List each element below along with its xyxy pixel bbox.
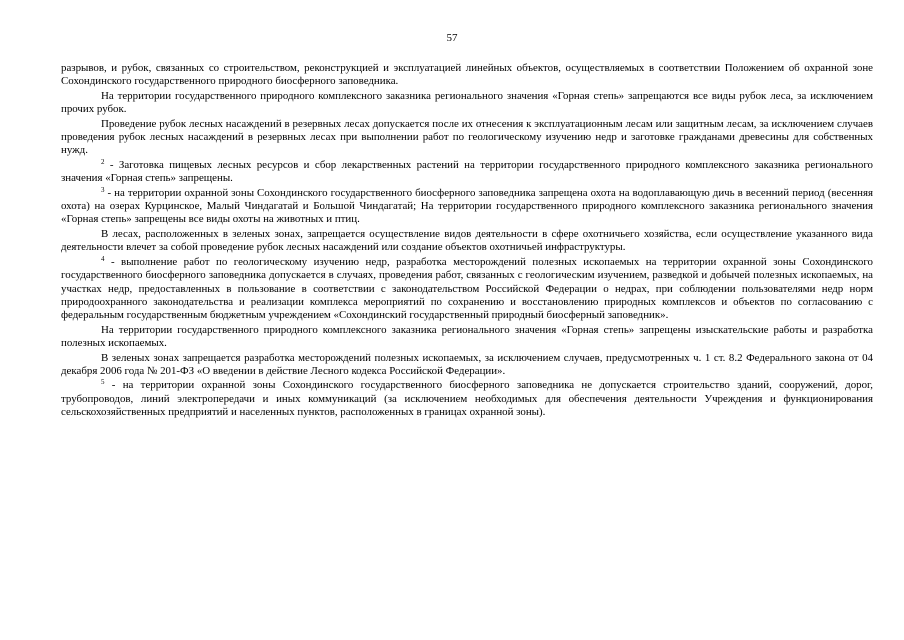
paragraph-green-zones-hunting: В лесах, расположенных в зеленых зонах, запрещается осуществление видов деятельности в сфере охотничьего хозяйства, если осуществление указанного вида деятельности влечет за собой проведение рубок лесных насаждений или создание объектов охотничьей инфраструктуры.: [61, 227, 873, 254]
paragraph-logging-ban: На территории государственного природного комплексного заказника регионального значения «Горная степь» запрещаются все виды рубок леса, за исключением прочих рубок.: [61, 89, 873, 116]
paragraph-note-5: $^5$ - на территории охранной зоны Сохондинского государственного биосферного заповедника не допускается строительство зданий, сооружений, дорог, трубопроводов, линий электропередачи и иных коммуникаций (за исключением необходимых для обеспечения деятельности Учреждения и функционирования сельскохозяйственных предприятий и населенных пунктов, расположенных в границах охранной зоны).: [61, 378, 873, 419]
paragraph-reserve-forests: Проведение рубок лесных насаждений в резервных лесах допускается после их отнесения к эксплуатационным лесам или защитным лесам, за исключением случаев проведения рубок лесных насаждений в резервных лесах при выполнении работ по геологическому изучению недр и заготовке гражданами древесины для собственных нужд.: [61, 117, 873, 157]
paragraph-note-2: $^2$ - Заготовка пищевых лесных ресурсов и сбор лекарственных растений на территории государственного природного комплексного заказника регионального значения «Горная степь» запрещены.: [61, 157, 873, 185]
paragraph-green-zones-mining: В зеленых зонах запрещается разработка месторождений полезных ископаемых, за исключением случаев, предусмотренных ч. 1 ст. 8.2 Федерального закона от 04 декабря 2006 года № 201-ФЗ «О введении в действие Лесного кодекса Российской Федерации».: [61, 351, 873, 377]
paragraph-note-3: $^3$ - на территории охранной зоны Сохондинского государственного биосферного заповедника запрещена охота на водоплавающую дичь в весенний период (весенняя охота) на озерах Курцинское, Малый Чиндагатай и Большой Чиндагатай; На территории государственного природного комплексного заказника регионального значения «Горная степь» запрещены все виды охоты на животных и птиц.: [61, 185, 873, 226]
body-text: [61, 62, 873, 421]
paragraph-continuation: разрывов, и рубок, связанных со строительством, реконструкцией и эксплуатацией линейных объектов, осуществляемых в соответствии Положением об охранной зоне Сохондинского государственного природного биосферного заповедника.: [61, 62, 873, 88]
paragraph-survey-ban: На территории государственного природного комплексного заказника регионального значения «Горная степь» запрещены изыскательские работы и разработка полезных ископаемых.: [61, 323, 873, 350]
footnote-marker: 4: [101, 254, 105, 263]
footnote-marker: 2: [101, 157, 105, 166]
paragraph-note-4: $^4$ - выполнение работ по геологическому изучению недр, разработка месторождений полезных ископаемых на территории охранной зоны Сохондинского государственного биосферного заповедника допускается в случаях, проведения работ, связанных с геологическим изучением, разведкой и добычей полезных ископаемых, на участках недр, предоставленных в пользование в соответствии с законодательством Российской Федерации о недрах, при соблюдении пользователями недр норм природоохранного законодательства и реализации комплекса мероприятий по сохранению и восстановлению природных комплексов и объектов по согласованию с федеральным государственным бюджетным учреждением «Сохондинский государственный природный биосферный заповедник».: [61, 254, 873, 322]
footnote-marker: 3: [101, 185, 105, 194]
page-number: 57: [446, 32, 458, 44]
footnote-marker: 5: [101, 378, 105, 387]
